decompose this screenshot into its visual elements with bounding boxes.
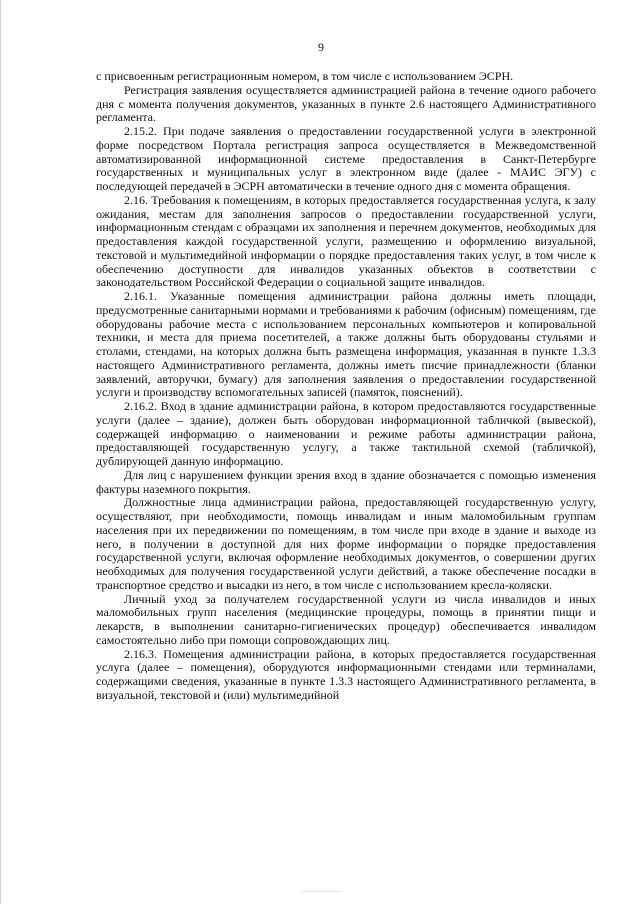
paragraph-2-15-2: 2.15.2. При подаче заявления о предоставлении государственной услуги в электронной форме посредством Портала регистрация запроса осуществляется в Межведомственной автоматизированной информационной системе предоставления в Санкт-Петербурге государственных и муниципальных услуг в электронном виде (далее - МАИС ЭГУ) с последующей передачей в ЭСРН автоматически в течение одного дня с момента обращения. <box>96 124 596 193</box>
paragraph-2-16-3: 2.16.3. Помещения администрации района, в которых предоставляется государственная услуга (далее – помещения), оборудуются информационными стендами или терминалами, содержащими сведения, указанные в пункте 1.3.3 настоящего Административного регламента, в визуальной, текстовой и (или) мультимедийной <box>96 646 596 702</box>
paragraph-2-16-1: 2.16.1. Указанные помещения администрации района должны иметь площади, предусмотренные санитарными нормами и требованиями к рабочим (офисным) помещениям, где оборудованы рабочие места с использованием персональных компьютеров и копировальной техники, и места для приема посетителей, а также должны быть оборудованы стульями и столами, стендами, на которых должна быть размещена информация, указанная в пункте 1.3.3 настоящего Административного регламента, должны иметь писчие принадлежности (бланки заявлений, авторучки, бумагу) для заполнения заявления о предоставлении государственной услуги и производству вспомогательных записей (памяток, пояснений). <box>96 289 596 400</box>
paragraph-officials-assistance: Должностные лица администрации района, предоставляющей государственную услугу, осуществляют, при необходимости, помощь инвалидам и иным маломобильным группам населения при их передвижении по помещениям, в том числе при входе в здание и выходе из него, в получении в доступной для них форме информации о порядке предоставления государственной услуги, включая оформление необходимых документов, о совершении других необходимых для получения государственной услуги действий, а также обеспечение посадки в транспортное средство и высадки из него, в том числе с использованием кресла-коляски. <box>96 495 596 592</box>
paragraph-2-16: 2.16. Требования к помещениям, в которых предоставляется государственная услуга, к залу ожидания, местам для заполнения запросов о предоставлении государственной услуги, информационным стендам с образцами их заполнения и перечнем документов, необходимых для предоставления каждой государственной услуги, размещению и оформлению визуальной, текстовой и мультимедийной информации о порядке предоставления таких услуг, в том числе к обеспечению доступности для инвалидов указанных объектов в соответствии с законодательством Российской Федерации о социальной защите инвалидов. <box>96 192 596 290</box>
paragraph-registration: Регистрация заявления осуществляется администрацией района в течение одного рабочего дня с момента получения документов, указанных в пункте 2.6 настоящего Административного регламента. <box>96 82 596 125</box>
paragraph-continuation: с присвоенным регистрационным номером, в том числе с использованием ЭСРН. <box>96 69 514 83</box>
page-number: 9 <box>318 40 324 54</box>
document-body <box>96 70 596 703</box>
paragraph-personal-care: Личный уход за получателем государственной услуги из числа инвалидов и иных маломобильных групп населения (медицинские процедуры, помощь в принятии пищи и лекарств, в выполнении санитарно-гигиенических процедур) обеспечивается инвалидом самостоятельно либо при помощи сопровождающих лиц. <box>96 591 596 647</box>
paragraph-2-16-2: 2.16.2. Вход в здание администрации района, в котором предоставляются государственные услуги (далее – здание), должен быть оборудован информационной табличкой (вывеской), содержащей информацию о наименовании и режиме работы администрации района, предоставляющей государственную услугу, а также тактильной схемой (табличкой), дублирующей данную информацию. <box>96 399 596 468</box>
scan-artifact <box>301 891 341 892</box>
paragraph-vision-impairment: Для лиц с нарушением функции зрения вход в здание обозначается с помощью изменения фактуры наземного покрытия. <box>96 467 596 496</box>
